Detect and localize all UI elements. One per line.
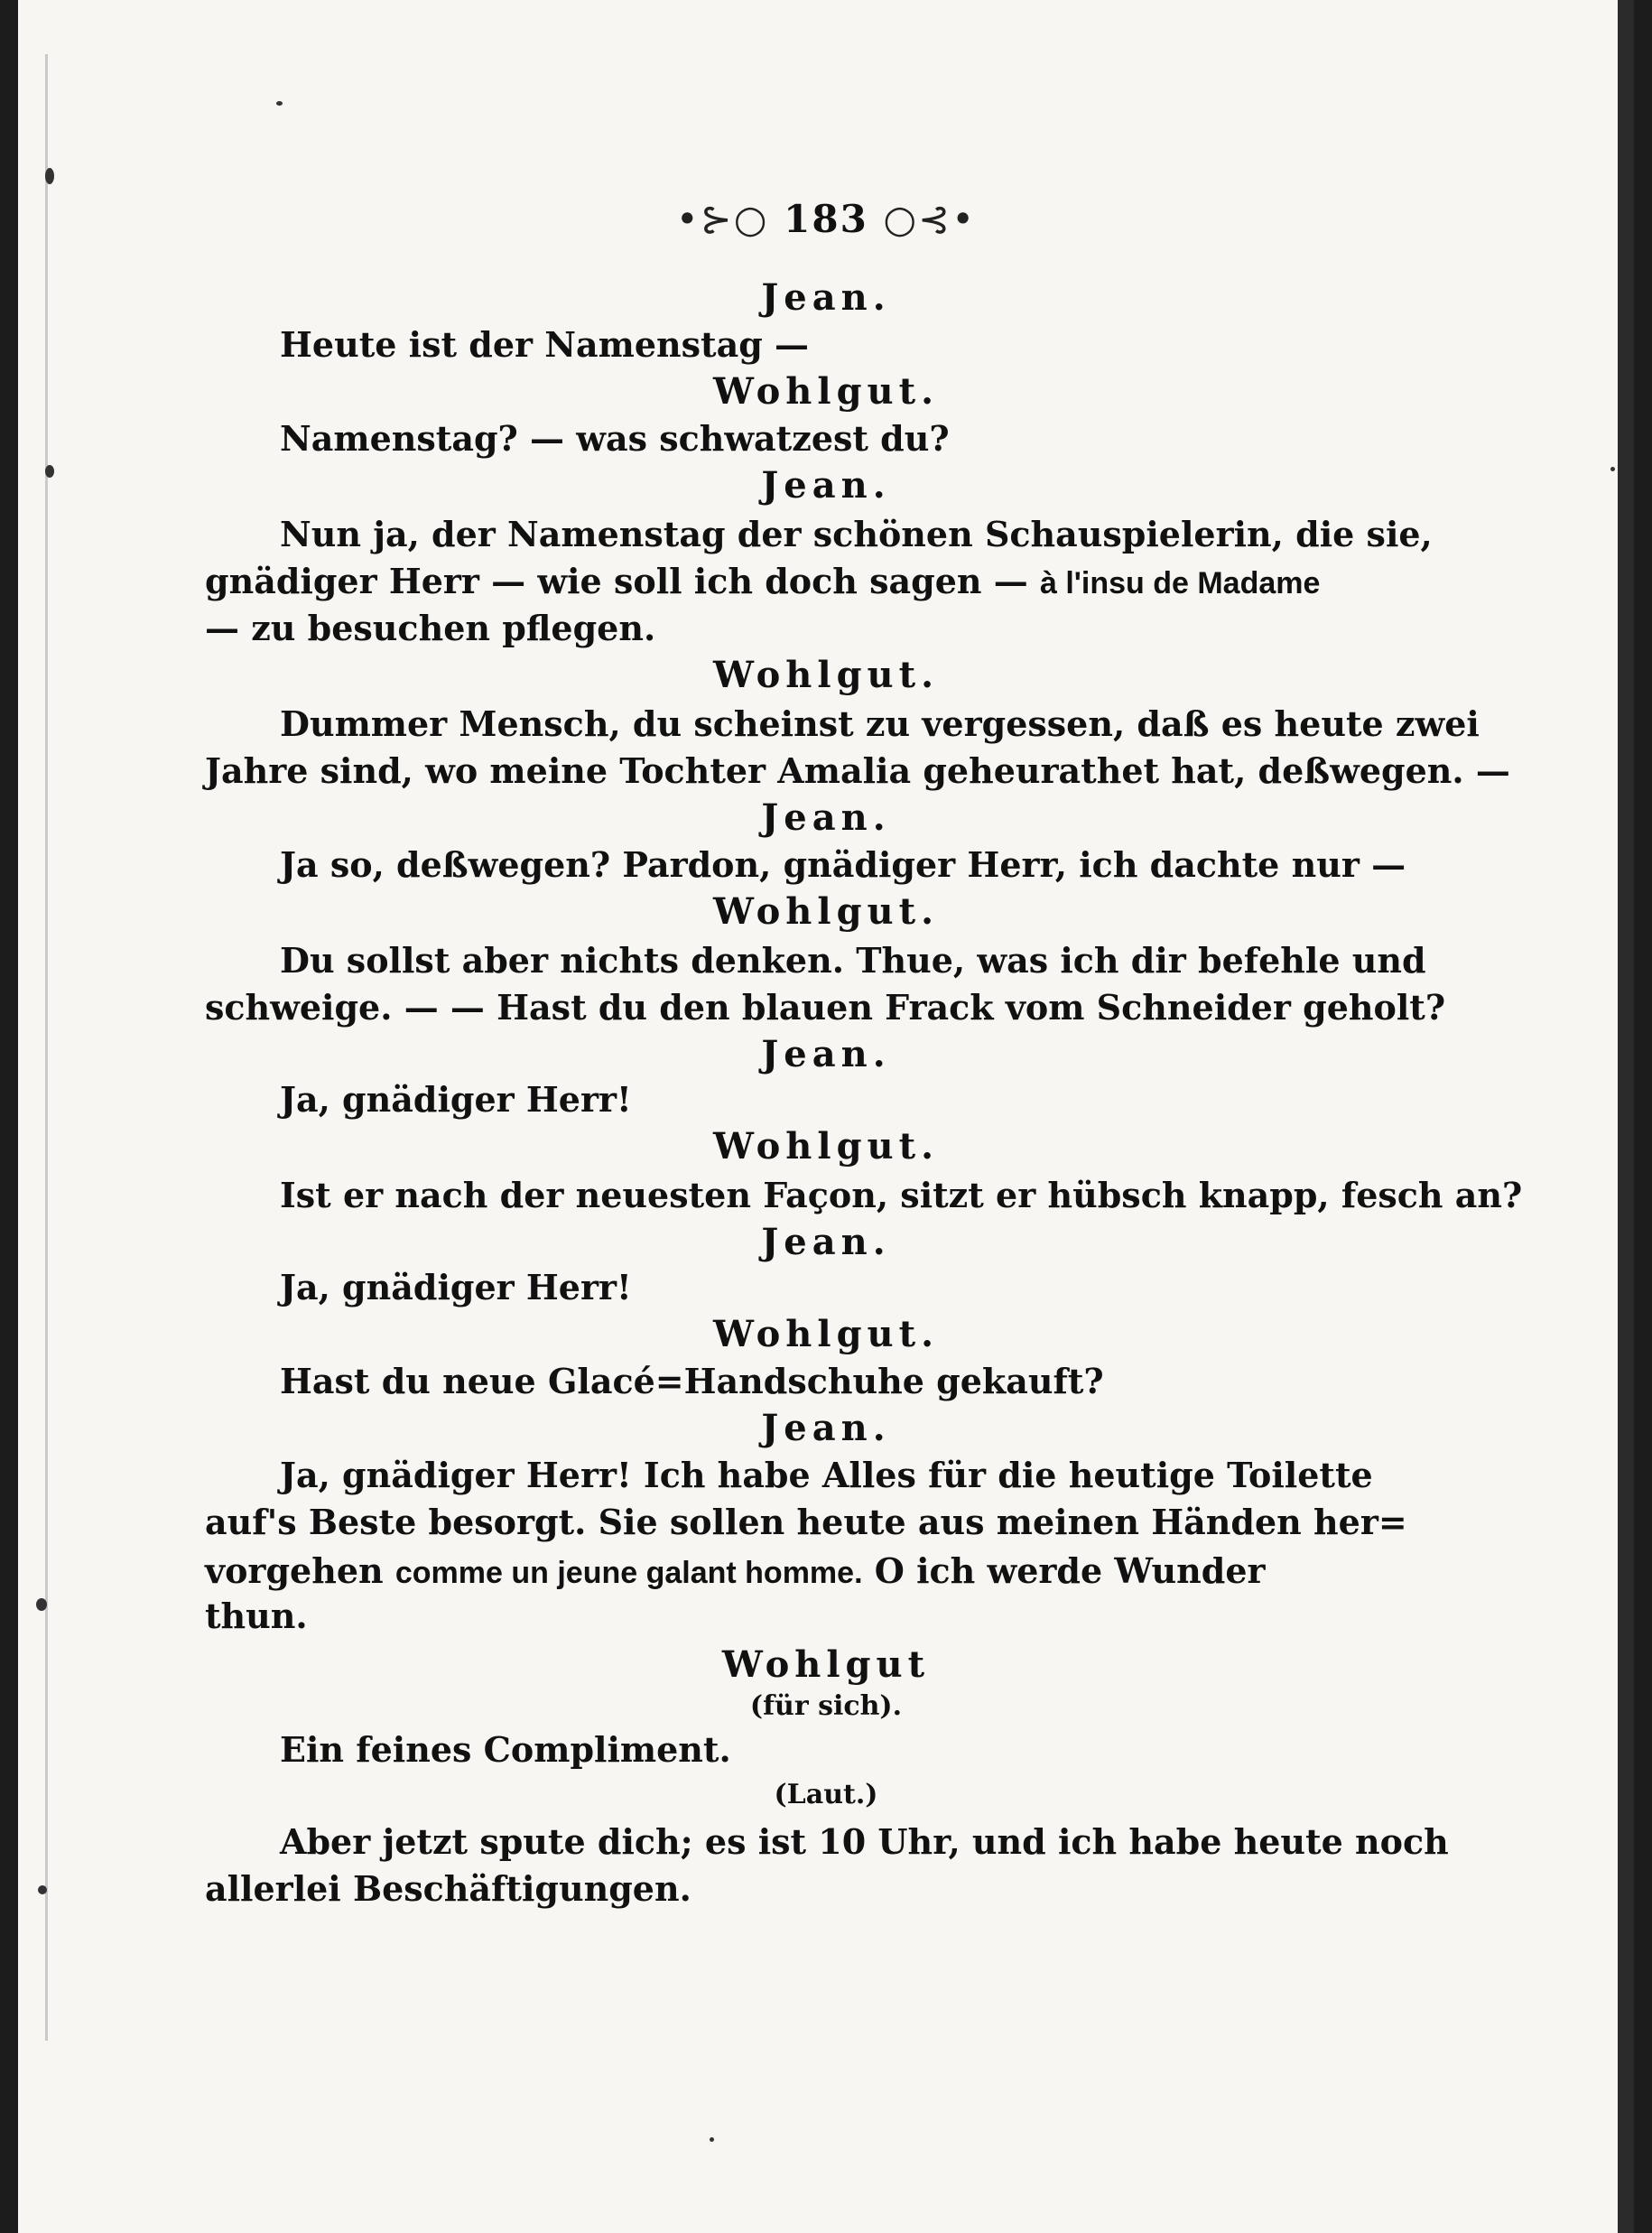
scan-speck: [36, 1598, 47, 1611]
dialogue-line: Aber jetzt spute dich; es ist 10 Uhr, und ich habe heute noch: [280, 1821, 1449, 1862]
speaker-name: Jean.: [761, 464, 891, 507]
scan-border: [1618, 0, 1634, 2233]
dialogue-line: Heute ist der Namenstag —: [280, 324, 810, 365]
ornament-left-icon: •⊱○: [675, 197, 769, 241]
dialogue-line: Dummer Mensch, du scheinst zu vergessen, daß es heute zwei: [280, 703, 1480, 744]
dialogue-text: gnädiger Herr — wie soll ich doch sagen —: [205, 561, 1040, 601]
speaker-name: Jean.: [761, 1221, 891, 1263]
speaker-name: Wohlgut: [721, 1643, 931, 1686]
dialogue-line: Ja so, deßwegen? Pardon, gnädiger Herr, ich dachte nur —: [280, 844, 1406, 885]
stage-direction: (für sich).: [749, 1690, 903, 1722]
dialogue-line: schweige. — — Hast du den blauen Frack vom Schneider geholt?: [205, 987, 1446, 1028]
dialogue-line: allerlei Beschäftigungen.: [205, 1868, 691, 1909]
dialogue-line: Ist er nach der neuesten Façon, sitzt er hübsch knapp, fesch an?: [280, 1175, 1523, 1215]
scan-speck: [710, 2137, 714, 2142]
ornament-right-icon: ○⊰•: [883, 197, 977, 241]
dialogue-line: Nun ja, der Namenstag der schönen Schauspielerin, die sie,: [280, 514, 1433, 554]
dialogue-line: Ja, gnädiger Herr! Ich habe Alles für die heutige Toilette: [280, 1455, 1373, 1495]
dialogue-line: Du sollst aber nichts denken. Thue, was ich dir befehle und: [280, 940, 1426, 981]
speaker-name: Wohlgut.: [712, 370, 940, 413]
dialogue-text: vorgehen: [205, 1550, 395, 1591]
stage-direction: (Laut.): [774, 1779, 878, 1810]
scan-speck: [45, 168, 54, 184]
speaker-name: Jean.: [761, 1407, 891, 1449]
speaker-name: Wohlgut.: [712, 890, 940, 933]
speaker-name: Wohlgut.: [712, 1313, 940, 1355]
dialogue-line: thun.: [205, 1596, 308, 1636]
latin-phrase: à l'insu de Madame: [1040, 566, 1321, 600]
dialogue-line: auf's Beste besorgt. Sie sollen heute aus meinen Händen her=: [205, 1502, 1407, 1542]
speaker-name: Wohlgut.: [712, 654, 940, 696]
book-page: [18, 0, 1634, 2233]
scan-speck: [38, 1885, 47, 1894]
dialogue-line: — zu besuchen pflegen.: [205, 608, 656, 648]
speaker-name: Jean.: [761, 276, 891, 319]
dialogue-line: Namenstag? — was schwatzest du?: [280, 418, 950, 459]
dialogue-text: O ich werde Wunder: [862, 1550, 1266, 1591]
dialogue-line: Ja, gnädiger Herr!: [280, 1079, 632, 1120]
scan-speck: [276, 101, 283, 106]
dialogue-line: Ein feines Compliment.: [280, 1729, 731, 1770]
speaker-name: Wohlgut.: [712, 1125, 940, 1168]
speaker-name: Jean.: [761, 796, 891, 839]
dialogue-line: [205, 1548, 1266, 1596]
dialogue-line: Hast du neue Glacé=Handschuhe gekauft?: [280, 1361, 1104, 1401]
page-number: 183: [784, 197, 868, 241]
latin-phrase: comme un jeune galant homme.: [394, 1556, 863, 1590]
dialogue-line: [205, 558, 1320, 607]
speaker-name: Jean.: [761, 1033, 891, 1075]
page-header: [18, 197, 1634, 241]
dialogue-line: Ja, gnädiger Herr!: [280, 1267, 632, 1307]
dialogue-line: Jahre sind, wo meine Tochter Amalia geheurathet hat, deßwegen. —: [205, 750, 1510, 791]
